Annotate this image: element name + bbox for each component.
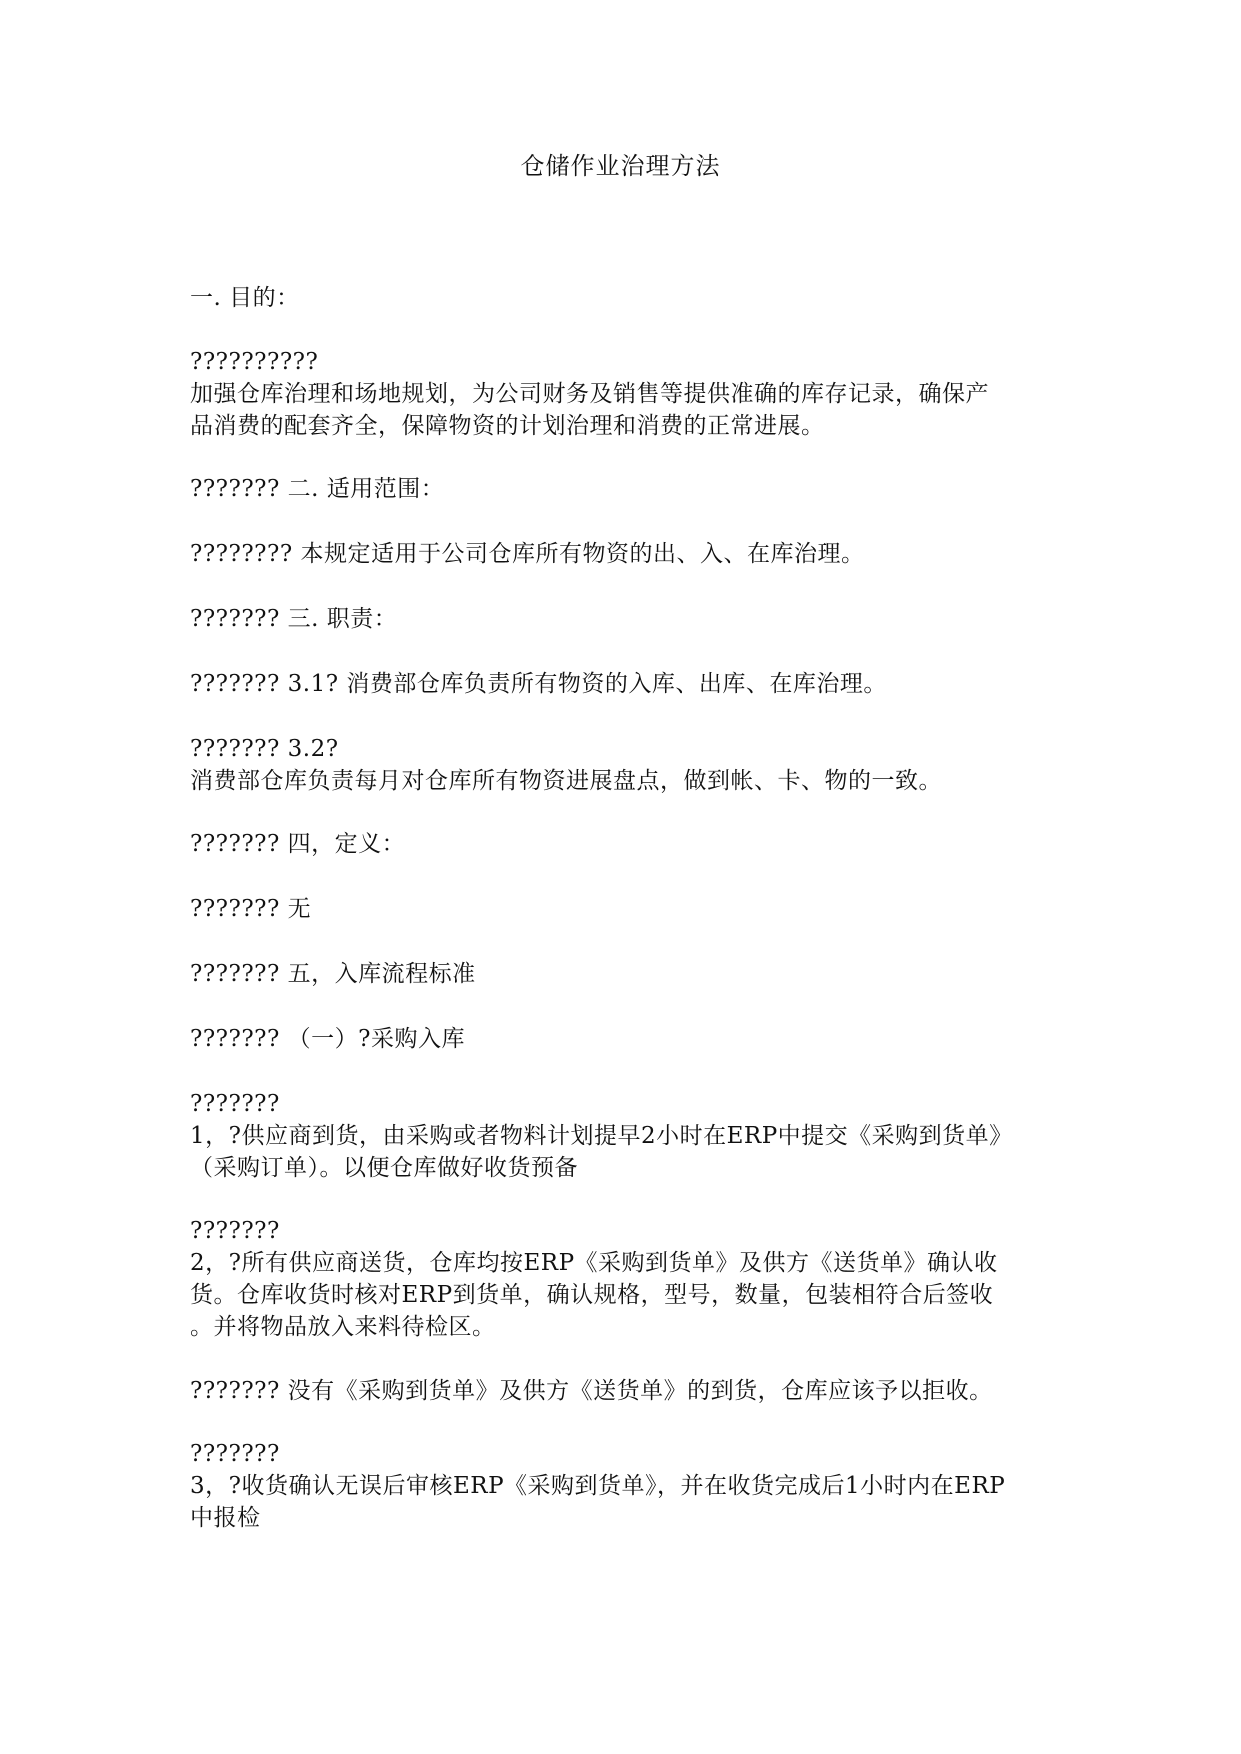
text-line: 一. 目的： <box>190 285 300 311</box>
paragraph-step-1 <box>190 1088 1060 1184</box>
text-line: ??????? （一）?采购入库 <box>190 1026 465 1052</box>
text-line: 加强仓库治理和场地规划，为公司财务及销售等提供准确的库存记录，确保产 <box>190 381 989 407</box>
text-line: ??????? <box>190 1441 280 1467</box>
text-line: 1，?供应商到货，由采购或者物料计划提早2小时在ERP中提交《采购到货单》 <box>190 1123 1013 1149</box>
paragraph-purchase-inbound <box>190 1023 1060 1055</box>
text-line: ??????? 五，入库流程标准 <box>190 961 476 987</box>
text-line: ??????? <box>190 1091 280 1117</box>
paragraph-purpose-body <box>190 346 1060 442</box>
document-title: 仓储作业治理方法 <box>520 152 721 180</box>
paragraph-step-3 <box>190 1438 1060 1534</box>
text-line: ?????????? <box>190 349 319 375</box>
text-line: ??????? 没有《采购到货单》及供方《送货单》的到货，仓库应该予以拒收。 <box>190 1378 993 1404</box>
text-line: 。并将物品放入来料待检区。 <box>190 1314 496 1340</box>
text-line: ??????? 3.1? 消费部仓库负责所有物资的入库、出库、在库治理。 <box>190 671 887 697</box>
text-line: ??????? 无 <box>190 896 312 922</box>
paragraph-definition-heading <box>190 828 1060 860</box>
text-line: ??????? 3.2? <box>190 736 339 762</box>
text-line: ???????? 本规定适用于公司仓库所有物资的出、入、在库治理。 <box>190 541 865 567</box>
paragraph-duty-3-1 <box>190 668 1060 700</box>
text-line: 货。仓库收货时核对ERP到货单，确认规格，型号，数量，包装相符合后签收 <box>190 1282 994 1308</box>
paragraph-reject-rule <box>190 1375 1060 1407</box>
text-line: ??????? 四，定义： <box>190 831 406 857</box>
paragraph-purpose-heading <box>190 282 1060 314</box>
text-line: 2，?所有供应商送货，仓库均按ERP《采购到货单》及供方《送货单》确认收 <box>190 1250 998 1276</box>
text-line: 消费部仓库负责每月对仓库所有物资进展盘点，做到帐、卡、物的一致。 <box>190 768 942 794</box>
text-line: 品消费的配套齐全，保障物资的计划治理和消费的正常进展。 <box>190 413 825 439</box>
text-line: 中报检 <box>190 1505 261 1531</box>
paragraph-scope-heading <box>190 473 1060 505</box>
paragraph-step-2 <box>190 1215 1060 1343</box>
paragraph-duty-3-2 <box>190 733 1060 797</box>
text-line: ??????? 二. 适用范围： <box>190 476 445 502</box>
paragraph-definition-body <box>190 893 1060 925</box>
text-line: 3，?收货确认无误后审核ERP《采购到货单》，并在收货完成后1小时内在ERP <box>190 1473 1006 1499</box>
text-line: （采购订单）。以便仓库做好收货预备 <box>190 1155 578 1181</box>
paragraph-scope-body <box>190 538 1060 570</box>
text-line: ??????? <box>190 1218 280 1244</box>
paragraph-duties-heading <box>190 603 1060 635</box>
text-line: ??????? 三. 职责： <box>190 606 398 632</box>
paragraph-inbound-heading <box>190 958 1060 990</box>
